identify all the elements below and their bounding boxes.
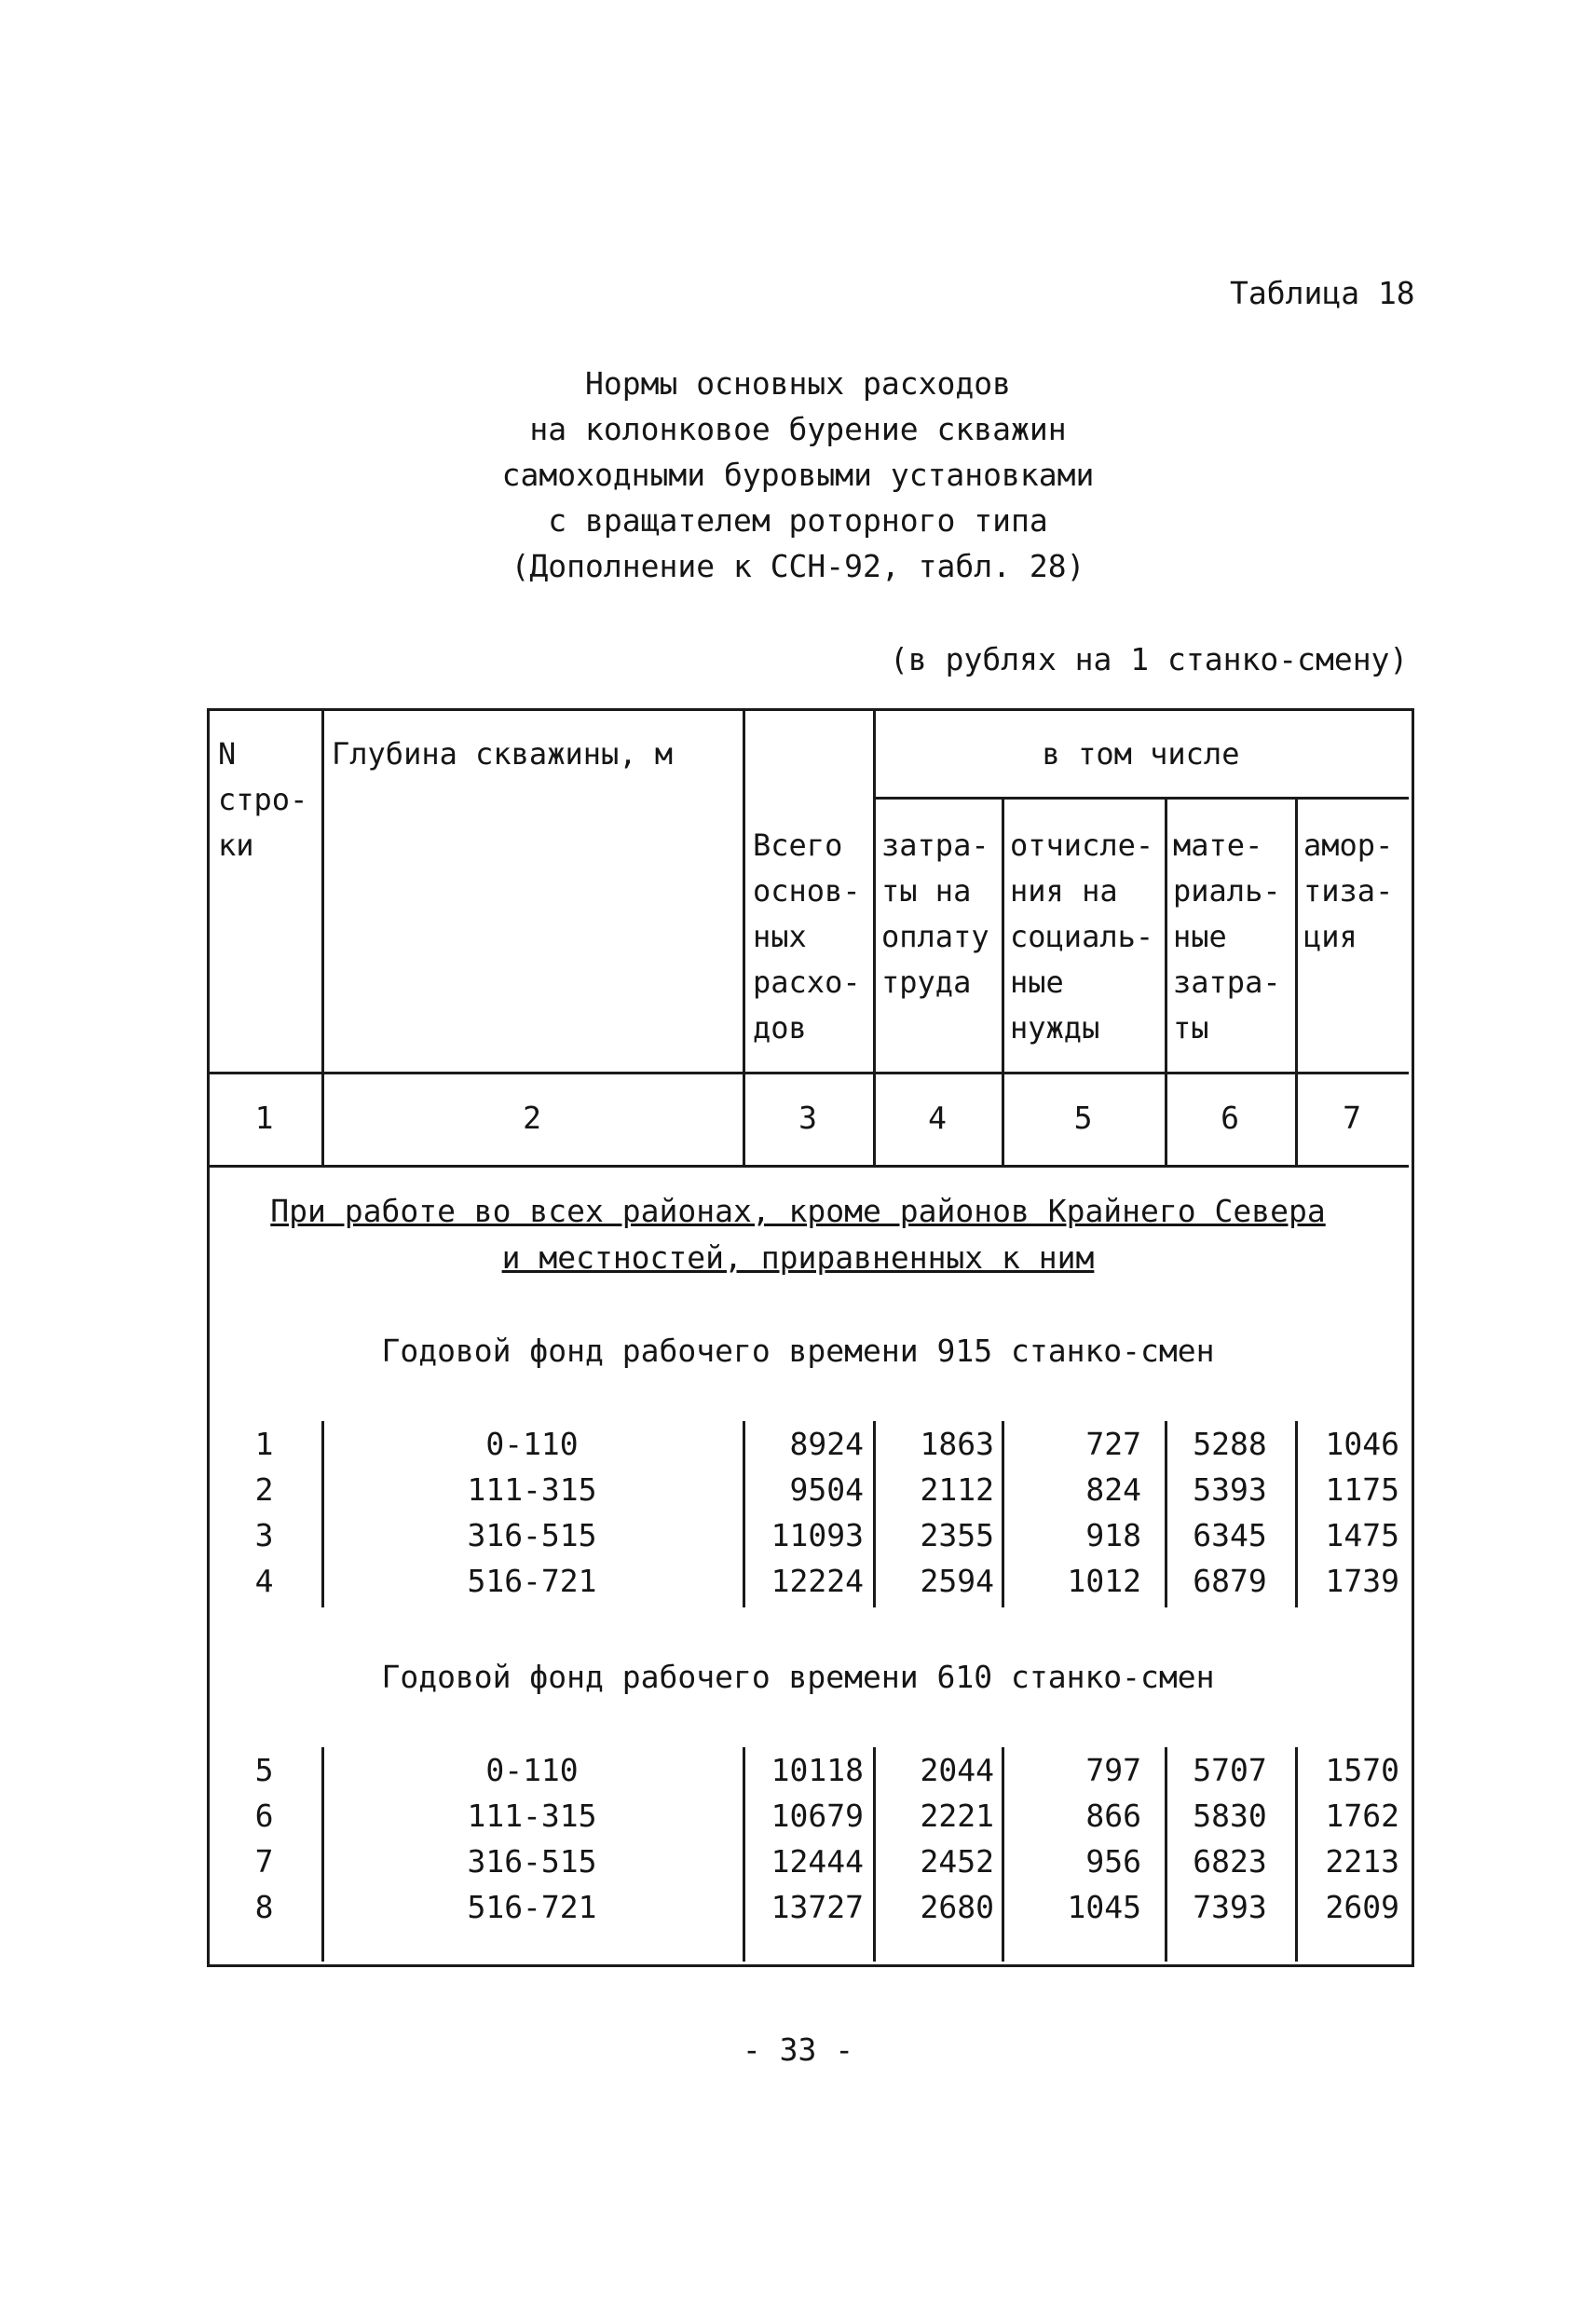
header-col6-line: ные: [1173, 919, 1227, 954]
units-note: (в рублях на 1 станко-смену): [890, 641, 1409, 677]
header-col4-line: труда: [881, 964, 972, 1000]
materials-cell: 5288: [1193, 1426, 1267, 1462]
total-cell: 8924: [789, 1426, 864, 1462]
header-col6-line: затра-: [1173, 964, 1281, 1000]
col-divider: [743, 1421, 745, 1607]
materials-cell: 6879: [1193, 1563, 1267, 1599]
fund-heading: Годовой фонд рабочего времени 610 станко-смен: [381, 1659, 1215, 1695]
materials-cell: 7393: [1193, 1889, 1267, 1925]
materials-cell: 5393: [1193, 1471, 1267, 1508]
column-number: 3: [798, 1100, 817, 1136]
title-line: с вращателем роторного типа: [548, 502, 1048, 539]
header-col5-line: ные: [1010, 964, 1064, 1000]
page-number: - 33 -: [742, 2031, 854, 2068]
row-number: 1: [254, 1426, 274, 1462]
section-title: и местностей, приравненных к ним: [501, 1239, 1095, 1276]
header-col1-line: ки: [218, 827, 254, 863]
depth-cell: 111-315: [467, 1471, 597, 1508]
amort-cell: 1475: [1325, 1517, 1399, 1553]
materials-cell: 5707: [1193, 1752, 1267, 1788]
social-cell: 824: [1085, 1471, 1141, 1508]
social-cell: 918: [1085, 1517, 1141, 1553]
title-line: самоходными буровыми установками: [501, 457, 1095, 493]
header-col5-line: ния на: [1010, 873, 1118, 909]
header-col4-line: ты на: [881, 873, 972, 909]
col-divider: [1295, 1747, 1298, 1962]
col-divider: [1295, 1421, 1298, 1607]
col-divider: [743, 1747, 745, 1962]
section-title: При работе во всех районах, кроме районов Крайнего Севера: [270, 1193, 1326, 1229]
total-cell: 9504: [789, 1471, 864, 1508]
title-line: Нормы основных расходов: [585, 365, 1011, 402]
social-cell: 1045: [1067, 1889, 1141, 1925]
header-col6-line: риаль-: [1173, 873, 1281, 909]
labor-cell: 2680: [920, 1889, 994, 1925]
header-col4-line: затра-: [881, 827, 989, 863]
header-col5-line: отчисле-: [1010, 827, 1154, 863]
header-col5-line: социаль-: [1010, 919, 1154, 954]
header-col1-line: N: [218, 736, 237, 772]
header-group: в том числе: [1042, 736, 1240, 772]
total-cell: 11093: [771, 1517, 864, 1553]
total-cell: 10118: [771, 1752, 864, 1788]
header-col3-line: ных: [753, 919, 807, 954]
materials-cell: 6823: [1193, 1843, 1267, 1880]
header-col6-line: ты: [1173, 1010, 1209, 1046]
depth-cell: 111-315: [467, 1798, 597, 1834]
col-divider: [873, 1421, 876, 1607]
amort-cell: 2213: [1325, 1843, 1399, 1880]
materials-cell: 6345: [1193, 1517, 1267, 1553]
col-divider: [321, 708, 324, 1165]
depth-cell: 516-721: [467, 1563, 597, 1599]
header-col1-line: стро-: [218, 782, 308, 817]
total-cell: 10679: [771, 1798, 864, 1834]
col-divider: [873, 1747, 876, 1962]
header-col2: Глубина скважины, м: [332, 736, 674, 772]
header-col4-line: оплату: [881, 919, 989, 954]
title-line: (Дополнение к ССН-92, табл. 28): [511, 548, 1085, 584]
column-number: 7: [1343, 1100, 1361, 1136]
total-cell: 12224: [771, 1563, 864, 1599]
table-number-label: Таблица 18: [1230, 275, 1415, 311]
header-col3-line: дов: [753, 1010, 807, 1046]
col-divider: [1002, 1747, 1004, 1962]
numbers-divider: [207, 1165, 1409, 1168]
header-col6-line: мате-: [1173, 827, 1263, 863]
row-number: 5: [254, 1752, 274, 1788]
row-number: 6: [254, 1798, 274, 1834]
depth-cell: 516-721: [467, 1889, 597, 1925]
header-divider: [207, 1072, 1409, 1074]
col-divider: [1165, 1421, 1167, 1607]
depth-cell: 316-515: [467, 1843, 597, 1880]
row-number: 3: [254, 1517, 274, 1553]
col-divider: [321, 1421, 324, 1607]
header-col7-line: амор-: [1303, 827, 1394, 863]
row-number: 2: [254, 1471, 274, 1508]
column-number: 1: [254, 1100, 274, 1136]
col-divider: [321, 1747, 324, 1962]
row-number: 8: [254, 1889, 274, 1925]
labor-cell: 2221: [920, 1798, 994, 1834]
labor-cell: 2112: [920, 1471, 994, 1508]
row-number: 7: [254, 1843, 274, 1880]
amort-cell: 1570: [1325, 1752, 1399, 1788]
column-number: 5: [1073, 1100, 1093, 1136]
labor-cell: 2452: [920, 1843, 994, 1880]
header-col3-line: основ-: [753, 873, 861, 909]
fund-heading: Годовой фонд рабочего времени 915 станко-смен: [381, 1333, 1215, 1369]
header-col3-line: Всего: [753, 827, 843, 863]
header-col7-line: ция: [1303, 919, 1357, 954]
row-number: 4: [254, 1563, 274, 1599]
col-divider: [1002, 1421, 1004, 1607]
labor-cell: 2355: [920, 1517, 994, 1553]
amort-cell: 1762: [1325, 1798, 1399, 1834]
social-cell: 866: [1085, 1798, 1141, 1834]
amort-cell: 1046: [1325, 1426, 1399, 1462]
materials-cell: 5830: [1193, 1798, 1267, 1834]
amort-cell: 1739: [1325, 1563, 1399, 1599]
column-number: 4: [928, 1100, 947, 1136]
labor-cell: 1863: [920, 1426, 994, 1462]
col-divider: [743, 708, 745, 1165]
depth-cell: 0-110: [485, 1752, 579, 1788]
total-cell: 12444: [771, 1843, 864, 1880]
header-col5-line: нужды: [1010, 1010, 1100, 1046]
social-cell: 727: [1085, 1426, 1141, 1462]
social-cell: 1012: [1067, 1563, 1141, 1599]
header-col7-line: тиза-: [1303, 873, 1394, 909]
total-cell: 13727: [771, 1889, 864, 1925]
labor-cell: 2594: [920, 1563, 994, 1599]
labor-cell: 2044: [920, 1752, 994, 1788]
social-cell: 797: [1085, 1752, 1141, 1788]
column-number: 2: [523, 1100, 541, 1136]
social-cell: 956: [1085, 1843, 1141, 1880]
col-divider: [1165, 1747, 1167, 1962]
title-line: на колонковое бурение скважин: [529, 411, 1067, 447]
group-divider: [873, 797, 1409, 800]
amort-cell: 2609: [1325, 1889, 1399, 1925]
header-col3-line: расхо-: [753, 964, 861, 1000]
amort-cell: 1175: [1325, 1471, 1399, 1508]
column-number: 6: [1221, 1100, 1239, 1136]
depth-cell: 316-515: [467, 1517, 597, 1553]
depth-cell: 0-110: [485, 1426, 579, 1462]
